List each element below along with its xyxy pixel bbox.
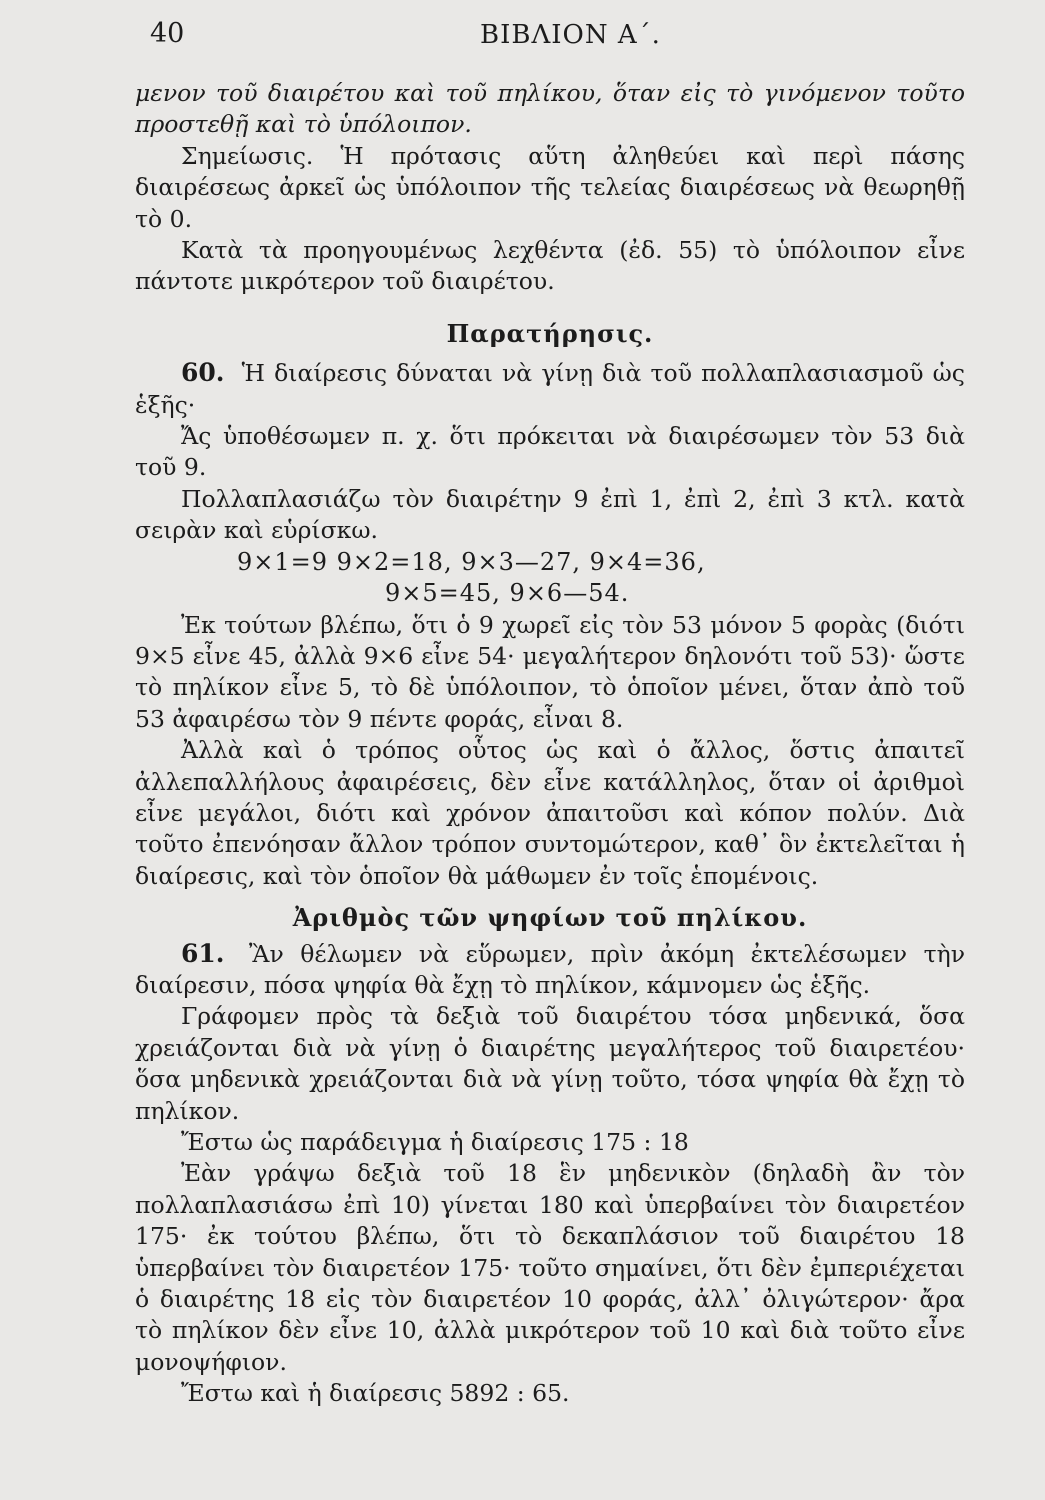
- section-heading-observation: Παρατήρησις.: [446, 318, 654, 348]
- paragraph-continuation: μενον τοῦ διαιρέτου καὶ τοῦ πηλίκου, ὅταν εἰς τὸ γινόμενον τοῦτο προστεθῇ καὶ τὸ ὑπόλοιπον.: [135, 79, 965, 139]
- paragraph-method-note: Ἀλλὰ καὶ ὁ τρόπος οὗτος ὡς καὶ ὁ ἄλλος, ὅστις ἀπαιτεῖ ἀλλεπαλλήλους ἀφαιρέσεις, δὲν εἶνε κατάλληλος, ὅταν οἱ ἀριθμοὶ εἶνε μεγάλοι, διότι καὶ χρόνον ἀπαιτοῦσι καὶ κόπον πολύν. Διὰ τοῦτο ἐπενόησαν ἄλλον τρόπον συντομώτερον, καθ᾽ ὃν ἐκτελεῖται ἡ διαίρεσις, καὶ τὸν ὁποῖον θὰ μάθωμεν ἐν τοῖς ἑπομένοις.: [135, 736, 965, 890]
- running-head: ΒΙΒΛΙΟΝ Α΄.: [480, 20, 661, 50]
- section-61-text: Ἂν θέλωμεν νὰ εὕρωμεν, πρὶν ἀκόμη ἐκτελέσωμεν τὴν διαίρεσιν, πόσα ψηφία θὰ ἔχῃ τὸ πηλίκον, κάμνομεν ὡς ἑξῆς.: [135, 939, 965, 999]
- paragraph-remainder-rule: Κατὰ τὰ προηγουμένως λεχθέντα (ἐδ. 55) τὸ ὑπόλοιπον εἶνε πάντοτε μικρότερον τοῦ διαιρέτου.: [135, 236, 965, 296]
- paragraph-example-5892: Ἔστω καὶ ἡ διαίρεσις 5892 : 65.: [181, 1379, 570, 1408]
- equation-line-1: 9×1=9 9×2=18, 9×3—27, 9×4=36,: [237, 547, 706, 576]
- note-text: Ἡ πρότασις αὕτη ἀληθεύει καὶ περὶ πάσης διαιρέσεως ἀρκεῖ ὡς ὑπόλοιπον τῆς τελείας διαιρέσεως νὰ θεωρηθῇ τὸ 0.: [135, 141, 965, 233]
- paragraph-rule: Γράφομεν πρὸς τὰ δεξιὰ τοῦ διαιρέτου τόσα μηδενικά, ὅσα χρειάζονται διὰ νὰ γίνῃ ὁ διαιρέτης μεγαλήτερος τοῦ διαιρετέου· ὅσα μηδενικὰ χρειάζονται διὰ νὰ γίνῃ τοῦτο, τόσα ψηφία θὰ ἔχῃ τὸ πηλίκον.: [135, 1002, 965, 1125]
- paragraph-result: Ἐκ τούτων βλέπω, ὅτι ὁ 9 χωρεῖ εἰς τὸν 53 μόνον 5 φορὰς (διότι 9×5 εἶνε 45, ἀλλὰ 9×6 εἶνε 54· μεγαλήτερον δηλονότι τοῦ 53)· ὥστε τὸ πηλίκον εἶνε 5, τὸ δὲ ὑπόλοιπον, τὸ ὁποῖον μένει, ὅταν ἀπὸ τοῦ 53 ἀφαιρέσω τὸν 9 πέντε φοράς, εἶναι 8.: [135, 610, 965, 733]
- page-header: [150, 18, 970, 58]
- page-body: [135, 78, 965, 1410]
- paragraph-note: [135, 141, 965, 235]
- paragraph-multiply: Πολλαπλασιάζω τὸν διαιρέτην 9 ἐπὶ 1, ἐπὶ 2, ἐπὶ 3 κτλ. κατὰ σειρὰν καὶ εὑρίσκω.: [135, 484, 965, 545]
- paragraph-example: Ἄς ὑποθέσωμεν π. χ. ὅτι πρόκειται νὰ διαιρέσωμεν τὸν 53 διὰ τοῦ 9.: [135, 422, 965, 482]
- section-number-60: 60.: [181, 358, 225, 388]
- section-number-61: 61.: [181, 938, 225, 968]
- paragraph-section-61: [135, 938, 965, 1002]
- equation-line-2: 9×5=45, 9×6—54.: [385, 579, 630, 608]
- paragraph-explanation: Ἐὰν γράψω δεξιὰ τοῦ 18 ἓν μηδενικὸν (δηλαδὴ ἂν τὸν πολλαπλασιάσω ἐπὶ 10) γίνεται 180 καὶ ὑπερβαίνει τὸν διαιρετέον 175· ἐκ τούτου βλέπω, ὅτι τὸ δεκαπλάσιον τοῦ διαιρέτου 18 ὑπερβαίνει τὸν διαιρετέον 175· τοῦτο σημαίνει, ὅτι δὲν ἐμπεριέχεται ὁ διαιρέτης 18 εἰς τὸν διαιρετέον 10 φοράς, ἀλλ᾽ ὀλιγώτερον· ἄρα τὸ πηλίκον δὲν εἶνε 10, ἀλλὰ μικρότερον τοῦ 10 καὶ διὰ τοῦτο εἶνε μονοψήφιον.: [135, 1159, 965, 1376]
- note-label: Σημείωσις.: [181, 141, 314, 170]
- section-heading-quotient-digits: Ἀριθμὸς τῶν ψηφίων τοῦ πηλίκου.: [292, 903, 808, 933]
- section-60-text: Ἡ διαίρεσις δύναται νὰ γίνῃ διὰ τοῦ πολλαπλασιασμοῦ ὡς ἑξῆς·: [135, 359, 965, 419]
- paragraph-example-175: Ἔστω ὡς παράδειγμα ἡ διαίρεσις 175 : 18: [181, 1128, 689, 1156]
- paragraph-section-60: [135, 357, 965, 421]
- page-number: 40: [150, 18, 185, 49]
